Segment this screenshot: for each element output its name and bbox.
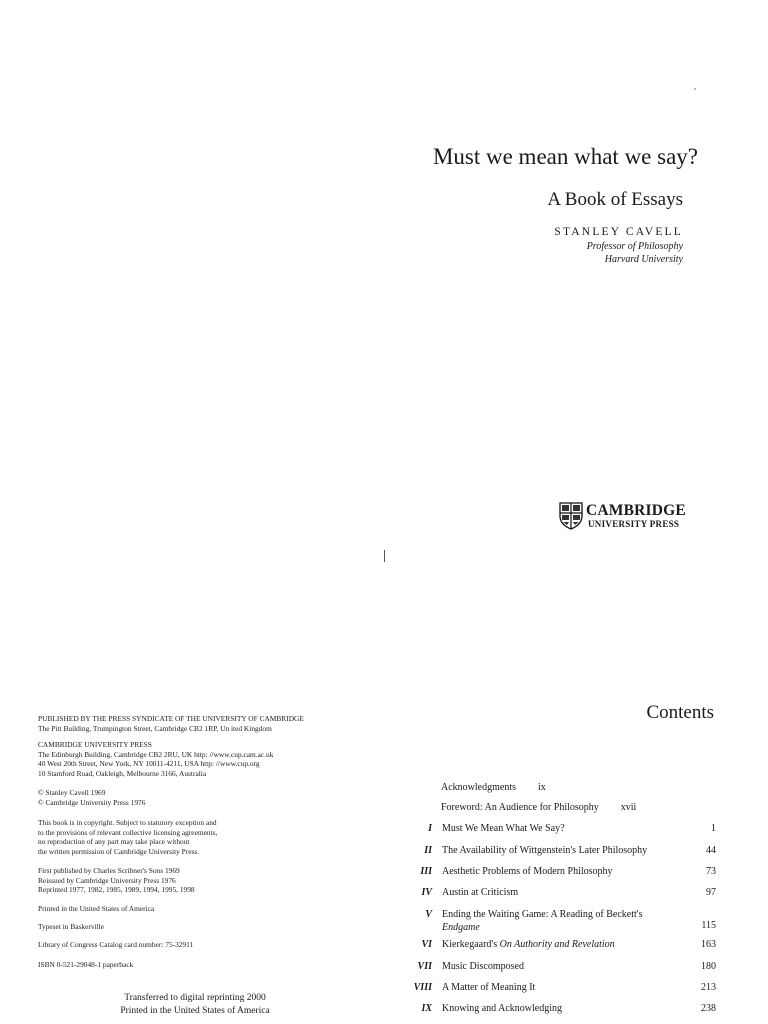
toc-chapter-title: Austin at Criticism xyxy=(442,887,519,898)
imprint-printed: Printed in the United States of America xyxy=(38,904,155,913)
toc-chapter[interactable] xyxy=(380,866,716,880)
contents-heading: Contents xyxy=(646,702,714,723)
imprint-line: © Cambridge University Press 1976 xyxy=(38,797,146,807)
scan-speck xyxy=(694,88,696,90)
toc-chapter-page: 44 xyxy=(706,845,716,856)
toc-chapter-page: 73 xyxy=(706,866,716,877)
toc-entry[interactable] xyxy=(441,782,546,793)
imprint-line: PUBLISHED BY THE PRESS SYNDICATE OF THE UNIVERSITY OF CAMBRIDGE xyxy=(38,714,304,723)
imprint-history xyxy=(38,866,195,895)
imprint-line: 10 Stamford Road, Oakleigh, Melbourne 3166, Australia xyxy=(38,768,207,778)
toc-chapter[interactable] xyxy=(380,982,716,996)
toc-chapter-page: 238 xyxy=(701,1003,716,1014)
imprint-line: The Pitt Building, Trumpington Street, Cambridge CB2 1RP, Un ited Kingdom xyxy=(38,723,272,733)
toc-chapter-page: 180 xyxy=(701,961,716,972)
imprint-line: © Stanley Cavell 1969 xyxy=(38,788,106,797)
imprint-rights xyxy=(38,818,217,856)
imprint-press xyxy=(38,740,273,778)
author-position: Professor of Philosophy xyxy=(586,241,683,252)
toc-chapter-number: I xyxy=(428,823,432,834)
imprint-line: This book is in copyright. Subject to statutory exception and xyxy=(38,818,217,827)
toc-chapter-page: 1 xyxy=(711,823,716,834)
author-institution: Harvard University xyxy=(604,254,683,265)
toc-entry-page: ix xyxy=(538,782,546,793)
imprint-copyright xyxy=(38,788,145,807)
book-title: Must we mean what we say? xyxy=(432,144,698,169)
toc-chapter-number: V xyxy=(425,909,432,920)
publisher-logo-name: CAMBRIDGE xyxy=(586,502,686,519)
digital-print-line: Printed in the United States of America xyxy=(120,1005,270,1016)
toc-chapter-number: II xyxy=(424,845,432,856)
imprint-line: CAMBRIDGE UNIVERSITY PRESS xyxy=(38,740,152,749)
toc-chapter-page: 115 xyxy=(701,920,716,931)
imprint-line: to the provisions of relevant collective licensing agreements, xyxy=(38,827,218,837)
toc-chapter[interactable] xyxy=(380,887,716,901)
toc-chapter-title: Ending the Waiting Game: A Reading of Beckett's xyxy=(442,909,643,920)
imprint-line: The Edinburgh Building, Cambridge CB2 2RU, UK http: //www.cup.cam.ac.uk xyxy=(38,749,274,759)
imprint-publisher xyxy=(38,714,304,733)
toc-chapter-page: 97 xyxy=(706,887,716,898)
imprint-typeset: Typeset in Baskerville xyxy=(38,922,104,931)
imprint-line: Reprinted 1977, 1982, 1985, 1989, 1994, 1995, 1998 xyxy=(38,885,195,895)
toc-chapter-title: Aesthetic Problems of Modern Philosophy xyxy=(442,866,613,877)
toc-chapter-title-part: Kierkegaard's xyxy=(442,939,500,950)
toc-chapter-page: 163 xyxy=(701,939,716,950)
toc-chapter[interactable] xyxy=(380,961,716,975)
toc-chapter-number: VI xyxy=(421,939,432,950)
toc-chapter-title: Knowing and Acknowledging xyxy=(442,1003,562,1014)
publisher-logo xyxy=(559,502,689,532)
toc-entry-title: Acknowledgments xyxy=(441,782,516,793)
toc-chapter-number: IX xyxy=(421,1003,432,1014)
toc-chapter-number: III xyxy=(420,866,432,877)
toc-chapter[interactable] xyxy=(380,845,716,859)
toc-chapter-number: VIII xyxy=(413,982,432,993)
toc-entry-page: xvii xyxy=(620,802,637,813)
toc-chapter[interactable] xyxy=(380,823,716,837)
imprint-line: no reproduction of any part may take place without xyxy=(38,837,190,847)
toc-chapter[interactable] xyxy=(380,909,716,939)
toc-chapter-title: The Availability of Wittgenstein's Later Philosophy xyxy=(442,845,648,856)
toc-entry-title: Foreword: An Audience for Philosophy xyxy=(441,802,599,813)
page-divider-mark xyxy=(384,550,385,562)
toc-chapter-title: Music Discomposed xyxy=(442,961,524,972)
toc-chapter-title-continued: Endgame xyxy=(442,922,480,933)
toc-chapter-number: VII xyxy=(417,961,432,972)
digital-reprint-note xyxy=(80,992,310,1017)
toc-chapter-title: Must We Mean What We Say? xyxy=(442,823,565,834)
imprint-line: the written permission of Cambridge University Press. xyxy=(38,846,200,856)
publisher-logo-subname: UNIVERSITY PRESS xyxy=(588,519,680,529)
imprint-line: First published by Charles Scribner's Sons 1969 xyxy=(38,866,180,875)
imprint-line: Reissued by Cambridge University Press 1976 xyxy=(38,875,176,885)
author-name: STANLEY CAVELL xyxy=(554,226,683,238)
toc-chapter[interactable] xyxy=(380,1003,716,1017)
toc-chapter-title-italic: On Authority and Revelation xyxy=(499,939,615,950)
imprint-line: 40 West 20th Street, New York, NY 10011-4211, USA http: //www.cup.org xyxy=(38,759,260,769)
toc-chapter[interactable] xyxy=(380,939,716,953)
book-subtitle: A Book of Essays xyxy=(547,189,683,210)
digital-reprint-line: Transferred to digital reprinting 2000 xyxy=(124,993,266,1003)
toc-chapter-title xyxy=(442,939,615,950)
university-crest-icon xyxy=(559,502,583,530)
toc-chapter-title: A Matter of Meaning It xyxy=(442,982,536,993)
toc-chapter-page: 213 xyxy=(701,982,716,993)
toc-entry[interactable] xyxy=(441,802,636,813)
imprint-catalog: Library of Congress Catalog card number: 75-32911 xyxy=(38,940,194,949)
toc-chapter-number: IV xyxy=(421,887,432,898)
imprint-isbn: ISBN 0-521-29048-1 paperback xyxy=(38,960,134,969)
